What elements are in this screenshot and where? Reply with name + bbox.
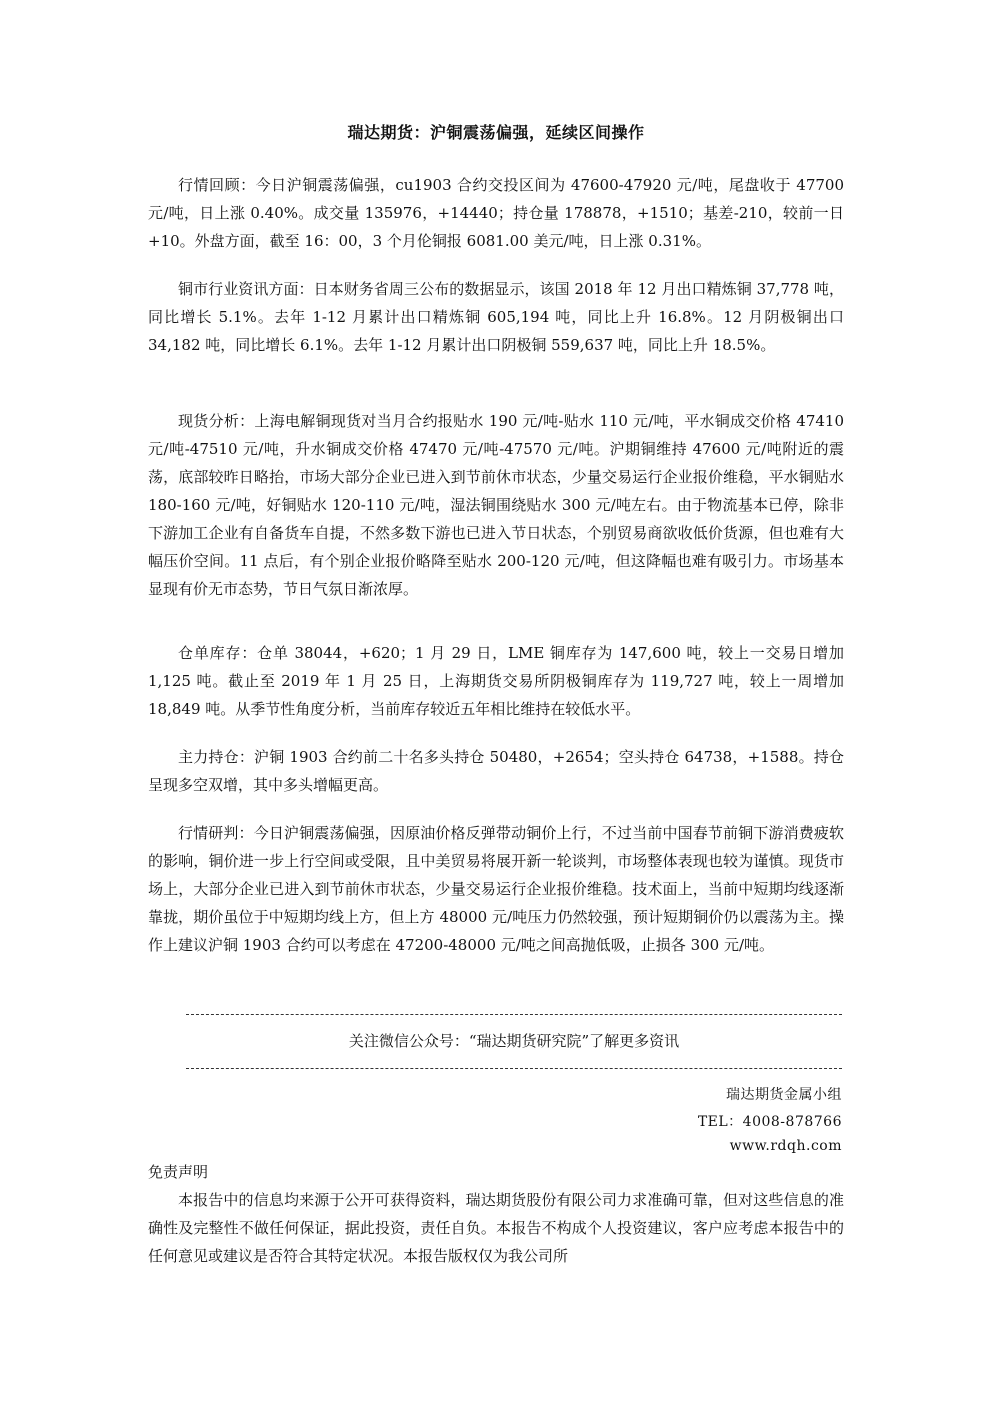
disclaimer-title: 免责声明 bbox=[148, 1163, 209, 1181]
paragraph-market-review: 行情回顾：今日沪铜震荡偏强，cu1903 合约交投区间为 47600-47920 元/吨，尾盘收于 47700 元/吨，日上涨 0.40%。成交量 135976，+14440；持仓量 178878，+1510；基差-210，较前一日+10。外盘方面，截至 16：00，3 个月伦铜报 6081.00 美元/吨，日上涨 0.31%。 bbox=[148, 176, 844, 250]
wechat-note: 关注微信公众号：“瑞达期货研究院”了解更多资讯 bbox=[348, 1032, 680, 1050]
report-title: 瑞达期货：沪铜震荡偏强，延续区间操作 bbox=[347, 123, 645, 142]
paragraph-market-outlook: 行情研判：今日沪铜震荡偏强，因原油价格反弹带动铜价上行，不过当前中国春节前铜下游消费疲软的影响，铜价进一步上行空间或受限，且中美贸易将展开新一轮谈判，市场整体表现也较为谨慎。现货市场上，大部分企业已进入到节前休市状态，少量交易运行企业报价维稳。技术面上，当前中短期均线逐渐靠拢，期价虽位于中短期均线上方，但上方 48000 元/吨压力仍然较强，预计短期铜价仍以震荡为主。操作上建议沪铜 1903 合约可以考虑在 47200-48000 元/吨之间高抛低吸，止损各 300 元/吨。 bbox=[148, 824, 844, 954]
divider-top bbox=[186, 1014, 842, 1015]
paragraph-spot-analysis: 现货分析：上海电解铜现货对当月合约报贴水 190 元/吨-贴水 110 元/吨，平水铜成交价格 47410 元/吨-47510 元/吨，升水铜成交价格 47470 元/吨-47570 元/吨。沪期铜维持 47600 元/吨附近的震荡，底部较昨日略抬，市场大部分企业已进入到节前休市状态，少量交易运行企业报价维稳，平水铜贴水 180-160 元/吨，好铜贴水 120-110 元/吨，湿法铜围绕贴水 300 元/吨左右。由于物流基本已停，除非下游加工企业有自备货车自提，不然多数下游也已进入节日状态，个别贸易商欲收低价货源，但也难有大幅压价空间。11 点后，有个别企业报价略降至贴水 200-120 元/吨，但这降幅也难有吸引力。市场基本显现有价无市态势，节日气氛日渐浓厚。 bbox=[148, 412, 844, 598]
paragraph-main-positions: 主力持仓：沪铜 1903 合约前二十名多头持仓 50480，+2654；空头持仓 64738，+1588。持仓呈现多空双增，其中多头增幅更高。 bbox=[148, 748, 844, 794]
paragraph-warehouse-stock: 仓单库存：仓单 38044，+620；1 月 29 日，LME 铜库存为 147,600 吨，较上一交易日增加 1,125 吨。截止至 2019 年 1 月 25 日，上海期货交易所阴极铜库存为 119,727 吨，较上一周增加 18,849 吨。从季节性角度分析，当前库存较近五年相比维持在较低水平。 bbox=[148, 644, 844, 718]
paragraph-industry-news: 铜市行业资讯方面：日本财务省周三公布的数据显示，该国 2018 年 12 月出口精炼铜 37,778 吨，同比增长 5.1%。去年 1-12 月累计出口精炼铜 605,194 吨，同比上升 16.8%。12 月阴极铜出口 34,182 吨，同比增长 6.1%。去年 1-12 月累计出口阴极铜 559,637 吨，同比上升 18.5%。 bbox=[148, 280, 844, 354]
contact-website: www.rdqh.com bbox=[729, 1138, 842, 1154]
contact-team: 瑞达期货金属小组 bbox=[726, 1087, 842, 1103]
contact-tel: TEL：4008-878766 bbox=[697, 1114, 842, 1130]
disclaimer-body: 本报告中的信息均来源于公开可获得资料，瑞达期货股份有限公司力求准确可靠，但对这些信息的准确性及完整性不做任何保证，据此投资，责任自负。本报告不构成个人投资建议，客户应考虑本报告中的任何意见或建议是否符合其特定状况。本报告版权仅为我公司所 bbox=[148, 1191, 844, 1265]
divider-bottom bbox=[186, 1068, 842, 1069]
